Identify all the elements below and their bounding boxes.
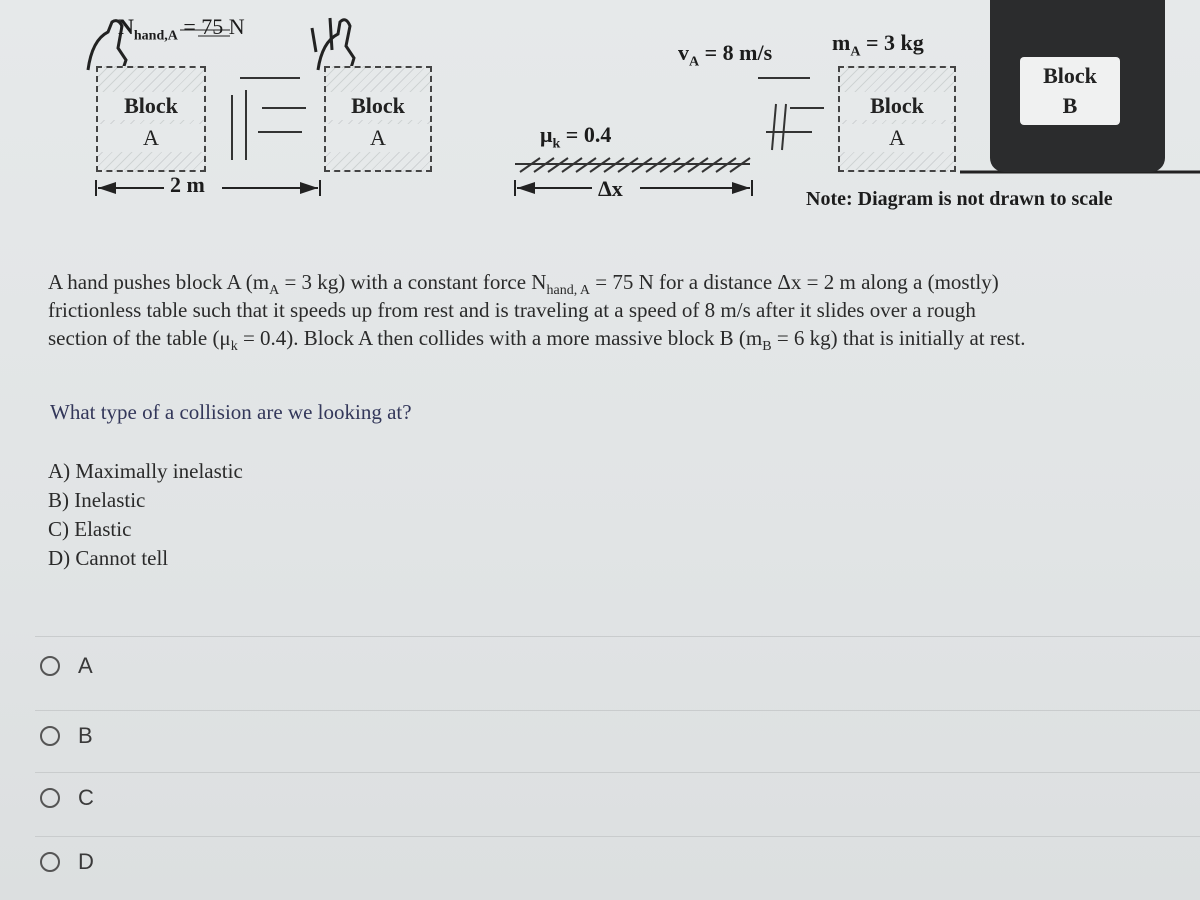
answer-option-b[interactable] bbox=[40, 718, 93, 754]
choice-text: A) Maximally inelastic bbox=[48, 459, 243, 483]
answer-option-a[interactable] bbox=[40, 648, 93, 684]
problem-line-2: frictionless table such that it speeds up from rest and is traveling at a speed of 8 m/s after it slides over a rough bbox=[48, 298, 976, 322]
answer-option-label: B bbox=[78, 723, 93, 748]
answer-option-c[interactable] bbox=[40, 780, 94, 816]
block-a-start: Block A bbox=[96, 66, 206, 172]
delta-x-label: Δx bbox=[598, 176, 623, 201]
divider bbox=[35, 710, 1200, 711]
answer-option-label: C bbox=[78, 785, 94, 810]
physics-diagram bbox=[0, 0, 1200, 230]
choice-text: B) Inelastic bbox=[48, 488, 146, 512]
divider bbox=[35, 836, 1200, 837]
block-a-after-push: Block A bbox=[324, 66, 432, 172]
distance-label: 2 m bbox=[170, 172, 205, 197]
question-prompt: What type of a collision are we looking at? bbox=[50, 400, 412, 424]
answer-option-label: D bbox=[78, 849, 94, 874]
radio-button-icon[interactable] bbox=[40, 788, 60, 808]
radio-button-icon[interactable] bbox=[40, 726, 60, 746]
divider bbox=[35, 636, 1200, 637]
divider bbox=[35, 772, 1200, 773]
problem-statement bbox=[48, 268, 1198, 355]
answer-option-label: A bbox=[78, 653, 93, 678]
radio-button-icon[interactable] bbox=[40, 852, 60, 872]
choice-text: D) Cannot tell bbox=[48, 546, 169, 570]
diagram-note: Note: Diagram is not drawn to scale bbox=[806, 188, 1113, 210]
choice-list bbox=[48, 457, 243, 573]
problem-line-3: section of the table $(\mu_k = 0.4)$. Block A then collides with a more massive block B ($m_B = 6$ kg) that is initially at rest. bbox=[48, 326, 1026, 355]
friction-coefficient-label: $\mu_k = 0.4$ bbox=[540, 122, 612, 152]
velocity-label: $v_A = 8$ m/s bbox=[678, 40, 773, 70]
block-a-before-collision: Block A bbox=[838, 66, 956, 172]
radio-button-icon[interactable] bbox=[40, 656, 60, 676]
choice-text: C) Elastic bbox=[48, 517, 132, 541]
block-b-label: Block B bbox=[1020, 57, 1120, 125]
force-label: $N_{hand,A} = 75$ N bbox=[118, 14, 245, 44]
answer-option-d[interactable] bbox=[40, 844, 94, 880]
problem-line-1: A hand pushes block A ($m_A = 3$ kg) with a constant force $N_{hand, A} = 75$ N for a distance Δx = 2 m along a (mostly) bbox=[48, 270, 999, 299]
mass-label: $m_A = 3$ kg bbox=[832, 30, 924, 60]
